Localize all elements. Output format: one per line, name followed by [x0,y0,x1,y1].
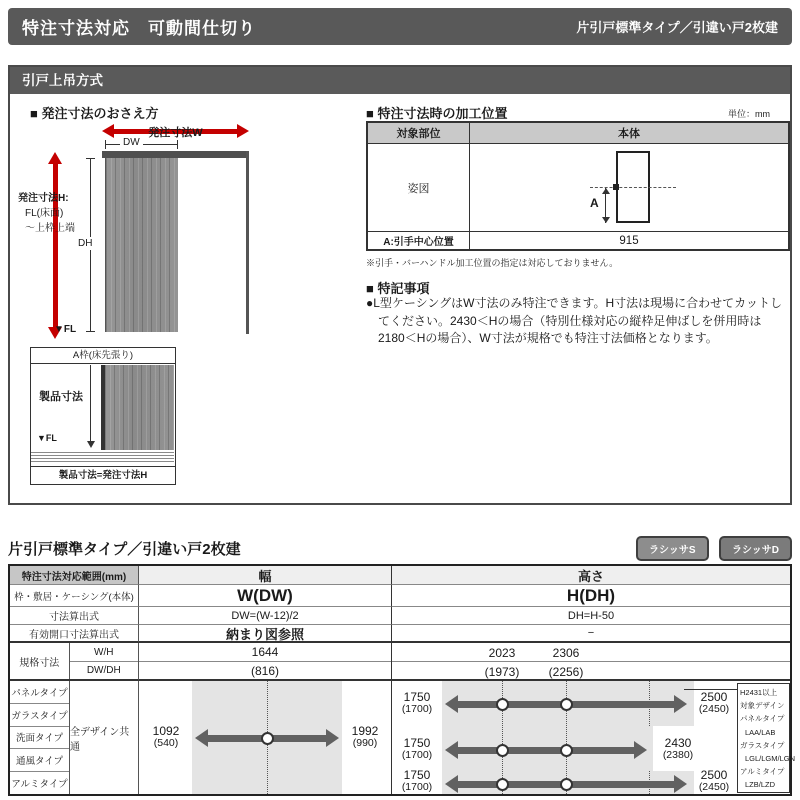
product-dim-label: 製品寸法 [39,391,83,403]
right-frame [246,151,249,334]
callout-line2: 対象デザイン [740,701,785,711]
h2-min: 1750 [403,736,431,750]
width-min-label [143,725,189,749]
knob-a2-2023 [496,744,509,757]
opening-height: − [392,625,790,643]
h1-min: 1750 [403,690,431,704]
handle-center-value: 915 [619,234,639,247]
opening-row-label: 有効開口寸法算出式 [10,625,139,643]
h2431-callout-box [737,683,796,793]
h2-max: 2430 [664,736,692,750]
callout-line8: LZB/LZD [745,780,776,790]
height-arrow-wash-vent [445,741,647,759]
frame-row-label: 枠・敷居・ケーシング(本体) [10,585,139,607]
col-target-part: 対象部位 [368,123,470,144]
height-header-cell: 高さ [392,566,790,585]
order-height-arrow [48,152,62,339]
callout-connector [684,689,737,690]
order-height-label-line3: ～上枠上端 [25,223,75,234]
order-height-label-line1: 発注寸法H: [18,193,69,204]
figure-cell [470,144,788,231]
inset-door-panel [105,365,174,450]
handle-marker [613,184,619,190]
callout-line4: LAA/LAB [745,727,776,737]
standard-size-rows [10,643,790,681]
inset-floor-label: ▼FL [37,433,57,443]
handle-center-label: A:引手中心位置 [368,232,470,249]
range-header-cell: 特注寸法対応範囲(mm) [10,566,139,585]
height-min-2 [394,737,440,761]
height-min-1 [394,691,440,715]
wh-sublabel: W/H [70,643,138,662]
standard-height-2: 2306 [552,646,580,660]
h3-min-sub: (1700) [401,781,433,793]
width-max-label [342,725,388,749]
height-min-3 [394,769,440,793]
dh-label: DH [78,238,93,249]
opening-row [10,625,790,643]
width-min-sub: (540) [153,737,179,749]
knob-a3-2306 [560,778,573,791]
a-dim-label: A [590,196,599,210]
height-range-chart [392,681,796,794]
badge-lasissa-d: ラシッサD [719,536,792,561]
knob-a2-2306 [560,744,573,757]
spec-header [8,536,792,560]
spec-table [8,564,796,796]
callout-line5: ガラスタイプ [740,740,785,750]
processing-table [366,121,790,251]
type-glass: ガラスタイプ [10,704,69,727]
inset-footer: 製品寸法=発注寸法H [31,466,175,484]
standard-width-wh: 1644 [139,643,391,662]
type-washroom: 洗面タイプ [10,727,69,750]
h2-min-sub: (1700) [401,749,433,761]
standard-height-1: 2023 [488,646,516,660]
order-height-label [18,191,96,236]
order-dimension-title: ■ 発注寸法のおさえ方 [30,106,159,121]
processing-note: ※引手・バーハンドル加工位置の指定は対応しておりません。 [366,258,619,268]
height-max-2 [654,737,702,761]
h1-max-sub: (2450) [698,703,730,715]
col-body: 本体 [470,123,788,144]
formula-row [10,607,790,625]
spec-header-row [10,566,790,585]
badge-lasissa-s: ラシッサS [636,536,708,561]
a-dim-arrow-up [602,188,610,194]
common-design-cell: 全デザイン共通 [70,681,139,794]
width-max-sub: (990) [352,737,378,749]
top-rail [102,151,249,158]
notes-title: ■ 特記事項 [366,281,430,296]
frame-row [10,585,790,607]
standard-size-label: 規格寸法 [10,643,70,679]
a-dim-arrow-down [602,217,610,223]
width-header-cell: 幅 [139,566,392,585]
type-ventilation: 通風タイプ [10,749,69,772]
product-dim-line [90,365,91,445]
order-height-label-line2: FL(床面) [25,208,64,219]
processing-table-figure-row [368,144,788,231]
frame-width: W(DW) [139,585,392,607]
processing-table-header [368,123,788,144]
knob-a1-2306 [560,698,573,711]
standard-width-values [139,643,392,681]
floor-level-label: ▼FL [54,324,77,335]
callout-line7: アルミタイプ [740,767,785,777]
height-max-3 [690,769,738,793]
floor-hatch [31,450,174,462]
height-max-1 [690,691,738,715]
notes-text: ●L型ケーシングはW寸法のみ特注できます。H寸法は現場に合わせてカットしてください。2430＜Hの場合（特別仕様対応の縦枠足伸ばしを併用時は2180＜Hの場合）、W寸法が規格でも特注寸法価格となります。 [366,296,783,345]
unit-label: 単位：mm [728,109,770,119]
callout-line6: LGL/LGM/LGN [745,754,796,764]
dwdh-sublabel: DW/DH [86,665,121,676]
formula-width: DW=(W-12)/2 [139,607,392,625]
page-title: 特注寸法対応 可動間仕切り [22,19,256,38]
width-standard-knob [261,732,274,745]
standard-width-dwdh: (816) [250,663,279,678]
section-title: 引戸上吊方式 [22,73,103,88]
inset-header: A枠(床先張り) [31,348,175,364]
standard-height-divider [392,643,790,662]
spec-title: 片引戸標準タイプ／引違い戸2枚建 [8,540,241,558]
opening-width: 納まり図参照 [139,625,392,643]
knob-a1-2023 [496,698,509,711]
width-max: 1992 [351,724,379,738]
callout-line1: H2431以上 [740,688,778,697]
type-labels [10,681,70,794]
type-aluminum: アルミタイプ [11,779,68,791]
page-subtitle: 片引戸標準タイプ／引違い戸2枚建 [576,20,778,35]
section-bar [10,67,790,94]
standard-height-sub2: (2256) [548,665,584,679]
h3-max: 2500 [700,768,728,782]
knob-a3-2023 [496,778,509,791]
page-title-bar [8,8,792,45]
h1-min-sub: (1700) [401,703,433,715]
formula-row-label: 寸法算出式 [10,607,139,625]
h2-max-sub: (2380) [662,749,694,761]
h3-max-sub: (2450) [698,781,730,793]
processing-title: ■ 特注寸法時の加工位置 [366,106,508,121]
width-min: 1092 [152,724,180,738]
standard-height-sub1: (1973) [484,665,520,679]
standard-label-group [10,643,139,681]
order-width-arrow-label: 発注寸法W [148,127,203,139]
series-badges [630,536,792,561]
standard-sublabels [70,643,138,679]
dw-label: DW [120,137,143,148]
h3-min: 1750 [403,768,431,782]
h1-max: 2500 [700,690,728,704]
frame-height: H(DH) [392,585,790,607]
product-dim-arrowhead [87,441,95,448]
processing-table-value-row [368,231,788,249]
figure-row-label: 姿図 [368,144,470,231]
callout-line3: パネルタイプ [740,714,785,724]
product-dimension-inset [30,347,176,485]
formula-height: DH=H-50 [392,607,790,625]
door-panel [105,158,178,332]
standard-height-values [392,643,790,681]
range-chart-rows [10,681,796,794]
hanging-door-section [8,65,792,505]
type-panel: パネルタイプ [10,681,69,704]
width-range-chart [139,681,392,794]
